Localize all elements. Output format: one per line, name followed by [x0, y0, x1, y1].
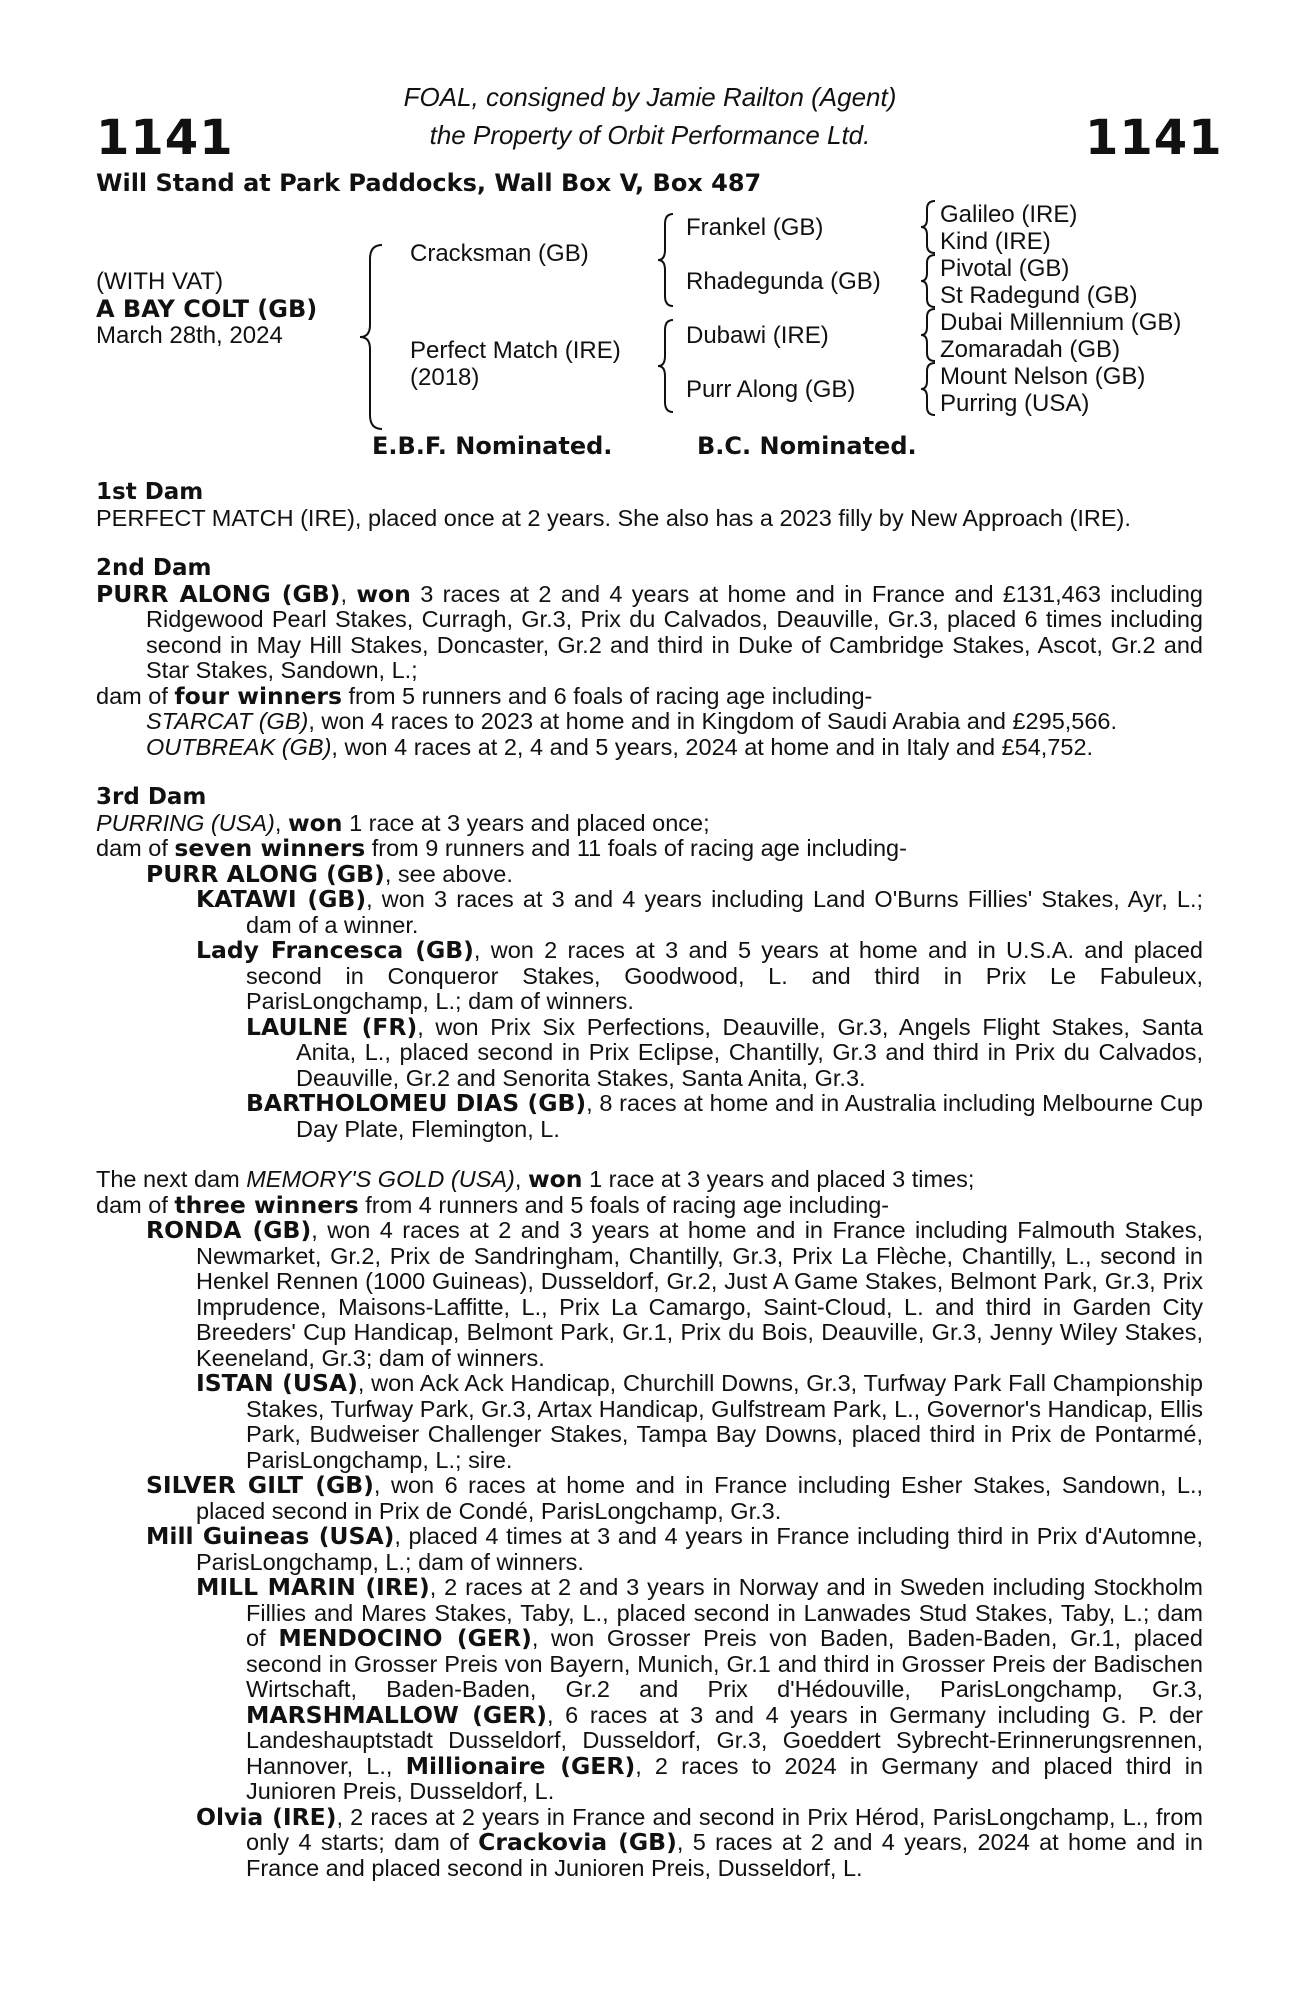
second-dam-record: PURR ALONG (GB), won 3 races at 2 and 4 years at home and in France and £131,463 including Ridgewood Pearl Stakes, Curragh, Gr.3, Prix du Calvados, Deauville, Gr.3, placed 6 times including second in May Hill Stakes, Doncaster, Gr.2 and third in Duke of Cambridge Stakes, Ascot, Gr.2 and Star Stakes, Sandown, L.; — [96, 579, 1203, 683]
winners-count: four winners — [174, 681, 342, 710]
won-label: won — [287, 808, 343, 837]
dam-dam: Purr Along (GB) — [686, 376, 856, 403]
produce-record: , 8 races at home and in Australia including Melbourne Cup Day Plate, Flemington, L. — [296, 1090, 1204, 1142]
produce-entry — [96, 938, 1203, 1015]
great-grandsire-2: Pivotal (GB) — [940, 255, 1070, 282]
next-dam-produce-summary — [96, 1190, 1203, 1219]
produce-name: RONDA (GB) — [146, 1216, 312, 1244]
produce-record: , won 6 races at home and in France including Esher Stakes, Sandown, L., placed second in Prix de Condé, ParisLongchamp, Gr.3. — [196, 1472, 1204, 1524]
produce-name: MENDOCINO (GER) — [278, 1624, 532, 1652]
produce-entry — [96, 1524, 1203, 1575]
first-dam-text: PERFECT MATCH (IRE), placed once at 2 years. She also has a 2023 filly by New Approach (IRE). — [96, 504, 1131, 531]
foaling-date: March 28th, 2024 — [96, 322, 283, 349]
property-line: the Property of Orbit Performance Ltd. — [429, 120, 871, 150]
produce-name: PURR ALONG (GB) — [146, 859, 385, 888]
produce-record: , won Grosser Preis von Baden, Baden-Baden, Gr.1, placed second in Grosser Preis von Bayern, Munich, Gr.1 and third in Grosser Preis der Badischen Wirtschaft, Baden-Baden, Gr.2 and Prix d'Hédouville, ParisLongchamp, Gr.3, — [246, 1625, 1203, 1702]
dam-name: MEMORY'S GOLD (USA) — [246, 1166, 515, 1192]
great-granddam-4: Purring (USA) — [940, 390, 1090, 417]
won-label: won — [356, 579, 411, 608]
produce-record: , 5 races at 2 and 4 years, 2024 at home and in France and placed second in Junioren Preis, Dusseldorf, L. — [246, 1829, 1203, 1881]
produce-name: Olvia (IRE) — [196, 1802, 337, 1831]
great-grandsire-4: Mount Nelson (GB) — [940, 363, 1146, 390]
produce-name: LAULNE (FR) — [246, 1012, 418, 1041]
dam-of-label: dam of — [96, 835, 168, 861]
produce-record: , placed 4 times at 3 and 4 years in France including third in Prix d'Automne, ParisLongchamp, L.; dam of winners. — [196, 1523, 1203, 1575]
produce-name: Millionaire (GER) — [405, 1751, 636, 1780]
produce-entry — [96, 859, 1203, 888]
produce-record: , won Ack Ack Handicap, Churchill Downs, Gr.3, Turfway Park Fall Championship Stakes, Turfway Park, Gr.3, Artax Handicap, Gulfstream Park, L., Governor's Handicap, Ellis Park, Budweiser Challenger Stakes, Tampa Bay Downs, placed third in Prix de Pontarmé, ParisLongchamp, L.; sire. — [246, 1370, 1203, 1473]
bc-nominated: B.C. Nominated. — [697, 432, 917, 460]
sire-sire: Frankel (GB) — [686, 214, 824, 241]
great-grandsire-3: Dubai Millennium (GB) — [940, 309, 1182, 336]
produce-entry — [96, 1473, 1203, 1524]
winners-count: seven winners — [174, 834, 366, 862]
produce-entry — [96, 1371, 1203, 1473]
winners-count: three winners — [174, 1190, 359, 1219]
produce-entry — [96, 735, 1203, 761]
record-text: 1 race at 3 years and placed once; — [349, 809, 710, 836]
produce-record: , won 4 races at 2, 4 and 5 years, 2024 at home and in Italy and £54,752. — [331, 733, 1094, 760]
produce-record: , 2 races to 2024 in Germany and placed third in Junioren Preis, Dusseldorf, L. — [246, 1752, 1203, 1804]
produce-name: MARSHMALLOW (GER) — [246, 1700, 548, 1729]
dam: Perfect Match (IRE) — [410, 337, 621, 364]
produce-record: , 6 races at 3 and 4 years in Germany including G. P. der Landeshauptstadt Dusseldorf, Dusseldorf, Gr.3, Goeddert Sybrecht-Erinnerungsrennen, Hannover, L., — [246, 1701, 1203, 1779]
dam-sire: Dubawi (IRE) — [686, 322, 829, 349]
stand-location: Will Stand at Park Paddocks, Wall Box V, Box 487 — [96, 169, 762, 197]
dam-of-label: dam of — [96, 1191, 168, 1218]
third-dam-heading: 3rd Dam — [96, 784, 207, 810]
catalogue-body — [96, 480, 1203, 1881]
produce-name: KATAWI (GB) — [196, 885, 367, 913]
produce-name: Mill Guineas (USA) — [146, 1522, 395, 1550]
produce-record: , 2 races at 2 and 3 years in Norway and in Sweden including Stockholm Fillies and Mares Stakes, Taby, L., placed second in Lanwades Stud Stakes, Taby, L.; dam of — [246, 1574, 1203, 1651]
produce-record: , won 4 races to 2023 at home and in Kingdom of Saudi Arabia and £295,566. — [308, 708, 1118, 734]
produce-record: , see above. — [384, 860, 513, 887]
produce-entry — [96, 1218, 1203, 1371]
horse-name: A BAY COLT (GB) — [96, 295, 318, 323]
produce-record: , won 3 races at 3 and 4 years including Land O'Burns Fillies' Stakes, Ayr, L.; dam of a winner. — [246, 886, 1204, 938]
produce-name: BARTHOLOMEU DIAS (GB) — [246, 1089, 587, 1117]
produce-name: Crackovia (GB) — [478, 1828, 677, 1856]
record-text: 3 races at 2 and 4 years at home and in France and £131,463 including Ridgewood Pearl Stakes, Curragh, Gr.3, Prix du Calvados, Deauville, Gr.3, placed 6 times including second in May Hill Stakes, Doncaster, Gr.2 and third in Duke of Cambridge Stakes, Ascot, Gr.2 and Star Stakes, Sandown, L.; — [146, 580, 1203, 683]
produce-record: , 2 races at 2 years in France and second in Prix Hérod, ParisLongchamp, L., from only 4 starts; dam of — [246, 1803, 1203, 1855]
produce-text: from 4 runners and 5 foals of racing age including- — [365, 1191, 890, 1218]
produce-record: , won 4 races at 2 and 3 years at home and in France including Falmouth Stakes, Newmarket, Gr.2, Prix de Sandringham, Chantilly, Gr.3, Prix La Flèche, Chantilly, L., second in Henkel Rennen (1000 Guineas), Dusseldorf, Gr.2, Just A Game Stakes, Belmont Park, Gr.3, Prix Imprudence, Maisons-Laffitte, L., Prix La Camargo, Saint-Cloud, L. and third in Garden City Breeders' Cup Handicap, Belmont Park, Gr.1, Prix du Bois, Deauville, Gr.3, Jenny Wiley Stakes, Keeneland, Gr.3; dam of winners. — [196, 1217, 1203, 1371]
ebf-nominated: E.B.F. Nominated. — [372, 432, 613, 460]
produce-entry — [96, 1091, 1203, 1142]
sire-dam: Rhadegunda (GB) — [686, 268, 881, 295]
produce-name: STARCAT (GB) — [146, 708, 309, 734]
won-label: won — [527, 1165, 583, 1193]
produce-name: Lady Francesca (GB) — [196, 936, 474, 964]
great-granddam-1: Kind (IRE) — [940, 228, 1051, 255]
dam-of-label: dam of — [96, 682, 168, 709]
dam-name: PURR ALONG (GB) — [96, 579, 341, 608]
next-dam-record: The next dam MEMORY'S GOLD (USA), won 1 race at 3 years and placed 3 times; — [96, 1165, 975, 1193]
produce-entry — [96, 1012, 1203, 1092]
produce-record: , won Prix Six Perfections, Deauville, Gr.3, Angels Flight Stakes, Santa Anita, L., placed second in Prix Eclipse, Chantilly, Gr.3 and third in Prix du Calvados, Deauville, Gr.2 and Senorita Stakes, Santa Anita, Gr.3. — [296, 1013, 1203, 1091]
next-dam-intro: The next dam — [96, 1166, 240, 1192]
produce-text: from 9 runners and 11 foals of racing age including- — [371, 835, 907, 861]
first-dam-heading: 1st Dam — [96, 479, 204, 505]
produce-name: OUTBREAK (GB) — [146, 733, 332, 760]
lot-number-right: 1141 — [1085, 110, 1223, 166]
second-dam-heading: 2nd Dam — [96, 555, 212, 581]
produce-name: ISTAN (USA) — [196, 1369, 358, 1397]
third-dam-produce-summary — [96, 836, 1203, 862]
vat-label: (WITH VAT) — [96, 268, 224, 295]
record-text: 1 race at 3 years and placed 3 times; — [589, 1166, 975, 1192]
dam-name: PURRING (USA) — [96, 809, 275, 836]
dam-year: (2018) — [410, 364, 480, 391]
produce-entry — [96, 887, 1203, 938]
produce-name: SILVER GILT (GB) — [146, 1471, 374, 1499]
great-granddam-3: Zomaradah (GB) — [940, 336, 1121, 363]
produce-entry — [96, 709, 1203, 735]
sire: Cracksman (GB) — [410, 240, 589, 267]
great-granddam-2: St Radegund (GB) — [940, 282, 1138, 309]
produce-text: from 5 runners and 6 foals of racing age including- — [348, 682, 873, 709]
third-dam-record: PURRING (USA), won 1 race at 3 years and placed once; — [96, 808, 710, 837]
produce-record: , won 2 races at 3 and 5 years at home and in U.S.A. and placed second in Conqueror Stakes, Goodwood, L. and third in Prix Le Fabuleux, ParisLongchamp, L.; dam of winners. — [246, 937, 1203, 1014]
produce-entry — [96, 1802, 1203, 1882]
consignor-line: FOAL, consigned by Jamie Railton (Agent) — [403, 82, 897, 112]
produce-name: MILL MARIN (IRE) — [196, 1573, 430, 1601]
produce-entry — [96, 1575, 1203, 1805]
second-dam-produce-summary — [96, 681, 1203, 710]
lot-number-left: 1141 — [96, 110, 234, 166]
great-grandsire-1: Galileo (IRE) — [940, 201, 1078, 228]
